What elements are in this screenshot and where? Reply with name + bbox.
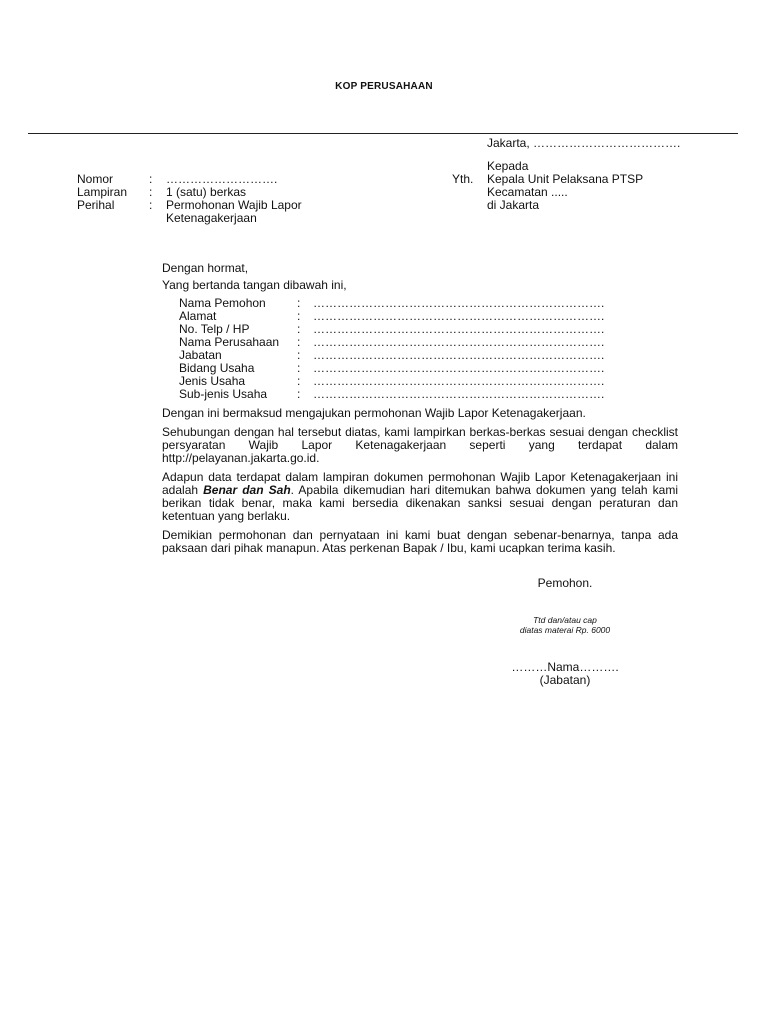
date-line: Jakarta, ………………………………. — [487, 136, 681, 150]
field-label: Bidang Usaha — [179, 361, 255, 375]
paragraph-purpose: Dengan ini bermaksud mengajukan permohonan Wajib Lapor Ketenagakerjaan. — [162, 406, 586, 420]
field-value: ………………………………………………………………. — [313, 309, 605, 323]
meta-colon: : — [149, 185, 153, 199]
signature-position: (Jabatan) — [539, 673, 591, 687]
recipient-line: Kecamatan ..... — [487, 185, 568, 199]
signature-note-line: diatas materai Rp. 6000 — [519, 625, 611, 635]
paragraph-declaration — [162, 471, 678, 523]
field-value: ………………………………………………………………. — [313, 361, 605, 375]
applicant-fields — [179, 297, 678, 401]
field-label: Nama Perusahaan — [179, 335, 280, 349]
declaration-text: . Apabila dikemudian hari ditemukan bahwa dokumen yang telah kami berikan tidak benar, maka kami bersedia dikenakan sanksi sesuai dengan peraturan dan ketentuan yang berlaku. — [162, 483, 678, 523]
field-value: ………………………………………………………………. — [313, 348, 605, 362]
field-colon: : — [297, 348, 301, 362]
meta-label: Perihal — [77, 198, 115, 212]
signature-note-line: Ttd dan/atau cap — [533, 615, 597, 625]
signature-note — [460, 615, 670, 635]
field-colon: : — [297, 374, 301, 388]
meta-value: Permohonan Wajib Lapor Ketenagakerjaan — [166, 198, 302, 225]
field-colon: : — [297, 387, 301, 401]
field-colon: : — [297, 309, 301, 323]
meta-label: Lampiran — [77, 185, 128, 199]
recipient-line: Kepala Unit Pelaksana PTSP — [487, 172, 644, 186]
field-label: Jabatan — [179, 348, 222, 362]
letter-meta — [77, 173, 346, 225]
field-colon: : — [297, 361, 301, 375]
field-value: ………………………………………………………………. — [313, 335, 605, 349]
signature-title: Pemohon. — [537, 576, 593, 590]
meta-value: 1 (satu) berkas — [166, 185, 247, 199]
recipient-line: Kepada — [487, 159, 529, 173]
letterhead-title: KOP PERUSAHAAN — [335, 81, 433, 92]
field-value: ………………………………………………………………. — [313, 374, 605, 388]
intro-text: Yang bertanda tangan dibawah ini, — [162, 278, 347, 292]
salutation: Dengan hormat, — [162, 261, 249, 275]
field-label: No. Telp / HP — [179, 322, 250, 336]
paragraph-attachment: Sehubungan dengan hal tersebut diatas, kami lampirkan berkas-berkas sesuai dengan checklist persyaratan Wajib Lapor Ketenagakerjaan seperti yang terdapat dalam http://pelayanan.jakarta.go.id. — [162, 425, 678, 465]
recipient-salutation: Yth. — [452, 172, 474, 186]
meta-label: Nomor — [77, 172, 114, 186]
field-colon: : — [297, 296, 301, 310]
field-label: Sub-jenis Usaha — [179, 387, 268, 401]
header-divider — [28, 133, 738, 134]
field-label: Alamat — [179, 309, 217, 323]
meta-row-perihal — [77, 199, 346, 225]
meta-value: ………………………. — [166, 172, 278, 186]
meta-colon: : — [149, 198, 153, 212]
declaration-emphasis: Benar dan Sah — [203, 483, 291, 497]
field-label: Jenis Usaha — [179, 374, 246, 388]
field-row — [179, 388, 678, 401]
meta-colon: : — [149, 172, 153, 186]
field-value: ………………………………………………………………. — [313, 322, 605, 336]
field-value: ………………………………………………………………. — [313, 296, 605, 310]
recipient-address — [487, 160, 643, 212]
declaration-text: Adapun data terdapat dalam lampiran dokumen permohonan Wajib Lapor Ketenagakerjaan ini adalah — [162, 470, 678, 497]
signature-block — [460, 661, 670, 687]
recipient-line: di Jakarta — [487, 198, 540, 212]
field-colon: : — [297, 322, 301, 336]
field-colon: : — [297, 335, 301, 349]
paragraph-closing: Demikian permohonan dan pernyataan ini kami buat dengan sebenar-benarnya, tanpa ada paksaan dari pihak manapun. Atas perkenan Bapak / Ibu, kami ucapkan terima kasih. — [162, 528, 678, 555]
signature-name: ………Nama………. — [511, 660, 619, 674]
letter-body — [162, 262, 678, 561]
field-label: Nama Pemohon — [179, 296, 266, 310]
field-value: ………………………………………………………………. — [313, 387, 605, 401]
